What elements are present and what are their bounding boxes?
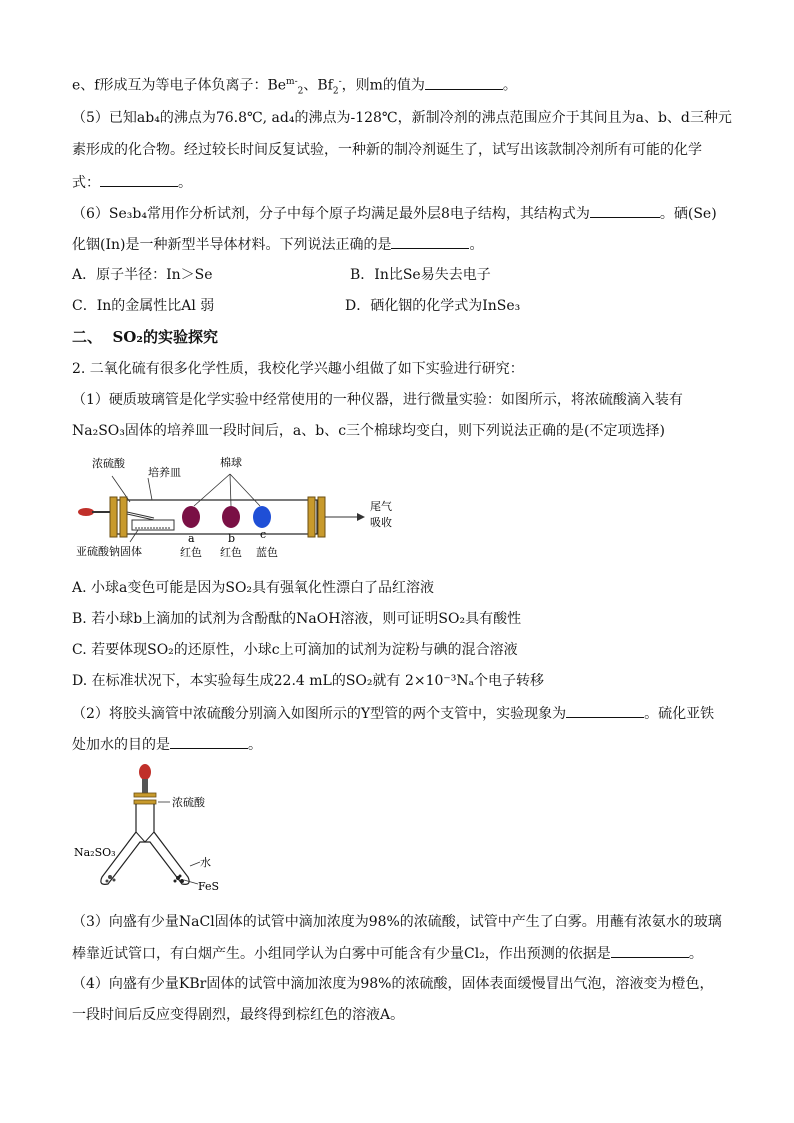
answer-blank[interactable] xyxy=(425,75,503,90)
label-na2so3: Na₂SO₃ xyxy=(74,846,116,859)
p2-q1-line1: （1）硬质玻璃管是化学实验中经常使用的一种仪器，进行微量实验：如图所示，将浓硫酸滴入装有 xyxy=(72,392,683,408)
label-dish: 培养皿 xyxy=(148,466,181,479)
section-title: SO₂的实验探究 xyxy=(112,328,218,346)
bf-text: 、Bf xyxy=(303,77,333,94)
answer-blank[interactable] xyxy=(100,172,178,187)
answer-blank[interactable] xyxy=(590,203,660,218)
q6-line1-tail: 。硒(Se) xyxy=(659,206,717,222)
period: 。 xyxy=(178,175,192,191)
p2-q3-line1: （3）向盛有少量NaCl固体的试管中滴加浓度为98%的浓硫酸，试管中产生了白雾。用蘸有浓氨水的玻璃 xyxy=(72,914,722,930)
q4-tail-text: e、f形成互为等电子体负离子：Be xyxy=(72,77,287,94)
p2-q1-option-d[interactable]: D. 在标准状况下，本实验每生成22.4 mL的SO₂就有 2×10⁻³Nₐ个电子转移 xyxy=(72,673,545,689)
label-ball-c: c xyxy=(260,528,267,541)
q6-line1 xyxy=(72,203,717,224)
p2-q4-line2: 一段时间后反应变得剧烈，最终得到棕红色的溶液A。 xyxy=(72,1007,405,1023)
label-ball-b: b xyxy=(228,532,236,545)
q5-line3-text: 式： xyxy=(72,175,100,191)
color-ball-a: 红色 xyxy=(180,546,202,559)
be-superscript: m- xyxy=(286,77,298,87)
glass-tube-diagram xyxy=(72,452,492,567)
cotton-ball-a xyxy=(182,506,200,528)
p2-q3-line2 xyxy=(72,943,703,964)
label-solid: 亚硫酸钠固体 xyxy=(76,545,142,558)
label-ball-a: a xyxy=(188,532,195,545)
q6-option-c[interactable]: C．In的金属性比Al 弱 xyxy=(72,298,215,314)
p2-q1-line2: Na₂SO₃固体的培养皿一段时间后，a、b、c三个棉球均变白，则下列说法正确的是(不定项选择) xyxy=(72,423,665,439)
period: 。 xyxy=(248,737,262,753)
label-fes: FeS xyxy=(198,880,220,893)
color-ball-b: 红色 xyxy=(220,546,242,559)
label-tail-gas: 尾气 xyxy=(370,500,392,513)
q6-option-a[interactable]: A．原子半径：In＞Se xyxy=(72,267,213,283)
answer-blank[interactable] xyxy=(170,734,248,749)
answer-blank[interactable] xyxy=(566,703,644,718)
y-tube xyxy=(101,804,189,884)
p2-q1-option-c[interactable]: C. 若要体现SO₂的还原性，小球c上可滴加的试剂为淀粉与碘的混合溶液 xyxy=(72,642,518,658)
section-heading xyxy=(72,327,218,347)
q5-line2: 素形成的化合物。经过较长时间反复试验，一种新的制冷剂诞生了，试写出该款制冷剂所有可能的化学 xyxy=(72,142,702,158)
label-conc-acid: 浓硫酸 xyxy=(92,457,125,470)
p2-q1-option-a[interactable]: A. 小球a变色可能是因为SO₂具有强氧化性漂白了品红溶液 xyxy=(72,580,435,596)
y-tube-diagram xyxy=(72,762,272,897)
p2-intro: 2. 二氧化硫有很多化学性质，我校化学兴趣小组做了如下实验进行研究： xyxy=(72,361,524,377)
bf-superscript: - xyxy=(338,77,342,87)
p2-q2-line2 xyxy=(72,734,262,755)
label-conc-acid: 浓硫酸 xyxy=(172,796,205,809)
q6-option-d[interactable]: D．硒化铟的化学式为InSe₃ xyxy=(345,298,521,314)
cotton-ball-c xyxy=(253,506,271,528)
color-ball-c: 蓝色 xyxy=(256,546,278,559)
p2-q1-option-b[interactable]: B. 若小球b上滴加的试剂为含酚酞的NaOH溶液，则可证明SO₂具有酸性 xyxy=(72,611,522,627)
q6-line2-text: 化铟(In)是一种新型半导体材料。下列说法正确的是 xyxy=(72,237,392,253)
label-cotton: 棉球 xyxy=(220,456,242,469)
q6-line2 xyxy=(72,234,483,255)
p2-q2-text: （2）将胶头滴管中浓硫酸分别滴入如图所示的Y型管的两个支管中，实验现象为 xyxy=(72,706,567,722)
answer-blank[interactable] xyxy=(391,234,469,249)
p2-q2-tail: 。硫化亚铁 xyxy=(644,706,715,722)
q5-line3 xyxy=(72,172,192,193)
period: 。 xyxy=(688,946,703,962)
be-subscript: 2 xyxy=(297,86,304,97)
period: 。 xyxy=(469,237,484,253)
m-value-text: ，则m的值为 xyxy=(341,77,425,94)
period: 。 xyxy=(502,77,517,94)
q6-option-b[interactable]: B．In比Se易失去电子 xyxy=(350,267,491,283)
section-number: 二、 xyxy=(72,328,103,346)
q6-line1-text: （6）Se₃b₄常用作分析试剂，分子中每个原子均满足最外层8电子结构，其结构式为 xyxy=(72,206,590,222)
p2-q2-line1 xyxy=(72,703,714,724)
label-absorb: 吸收 xyxy=(370,516,392,529)
p2-q2-line2-text: 处加水的目的是 xyxy=(72,737,170,753)
p2-q3-line2-text: 棒靠近试管口，有白烟产生。小组同学认为白雾中可能含有少量Cl₂，作出预测的依据是 xyxy=(72,946,611,962)
cotton-ball-b xyxy=(222,506,240,528)
label-water: 水 xyxy=(200,856,211,869)
bf-subscript: 2 xyxy=(332,86,339,97)
answer-blank[interactable] xyxy=(611,943,689,958)
p2-q4-line1: （4）向盛有少量KBr固体的试管中滴加浓度为98%的浓硫酸，固体表面缓慢冒出气泡，溶液变为橙色， xyxy=(72,976,714,992)
dropper-bulb xyxy=(78,508,94,516)
q4-tail-line xyxy=(72,72,517,101)
dropper-bulb xyxy=(139,764,151,780)
q5-line1: （5）已知ab₄的沸点为76.8℃, ad₄的沸点为-128℃，新制冷剂的沸点范围应介于其间且为a、b、d三种元 xyxy=(72,110,732,126)
